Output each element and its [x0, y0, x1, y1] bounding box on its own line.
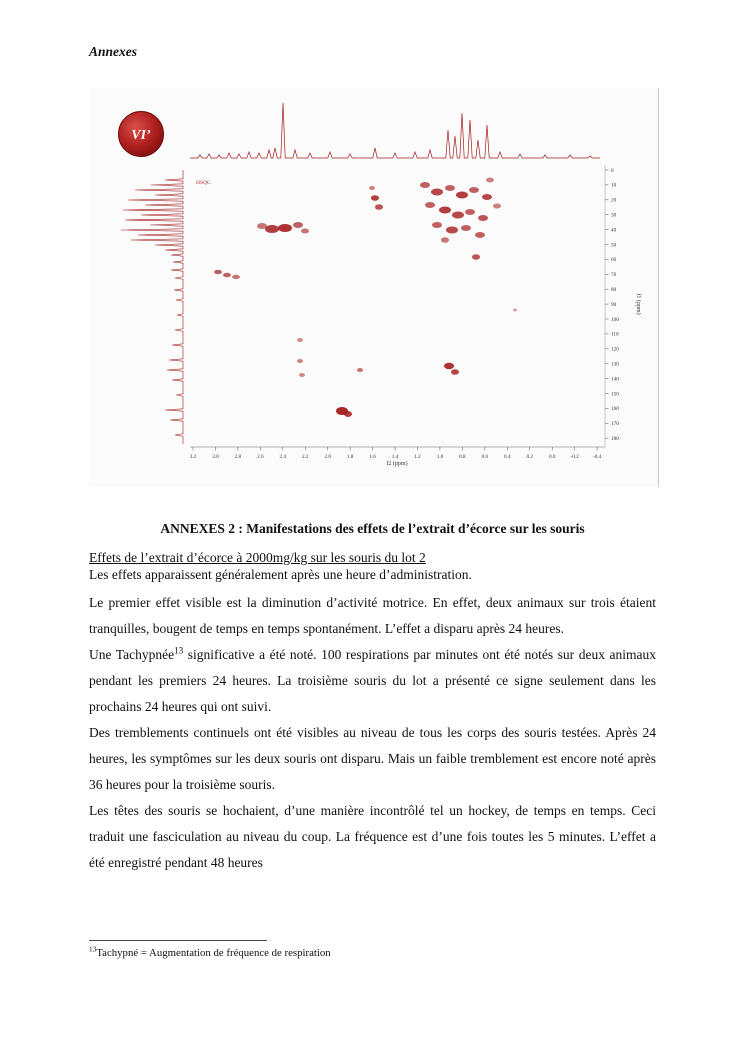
svg-text:110: 110	[611, 331, 619, 338]
body-paragraph: Le premier effet visible est la diminution d’activité motrice. En effet, deux animaux sur trois étaient tranquilles, bougent de temps en temps spontanément. L’effet a disparu après 24 heures.	[89, 595, 656, 636]
svg-text:0: 0	[611, 167, 614, 174]
correlation-peak	[482, 194, 492, 200]
svg-text:140: 140	[611, 376, 619, 383]
correlation-peak	[465, 209, 475, 215]
correlation-peak	[344, 411, 352, 417]
correlation-peak	[299, 373, 305, 377]
badge-label: VI’	[131, 128, 151, 143]
svg-text:-0.2: -0.2	[570, 454, 579, 460]
body-paragraph: Des tremblements continuels ont été visibles au niveau de tous les corps des souris testées. Après 24 heures, les symptômes sur les deux souris ont disparu. Mais un faible tremblement est encore noté après 36 heures pour la troisième souris.	[89, 725, 656, 792]
svg-text:1.6: 1.6	[369, 454, 376, 460]
body-paragraph	[89, 642, 656, 720]
svg-text:60: 60	[611, 257, 617, 264]
correlation-peak	[297, 338, 303, 342]
correlation-peak	[439, 207, 451, 214]
svg-text:2.4: 2.4	[279, 454, 287, 460]
svg-text:2.6: 2.6	[257, 454, 264, 460]
svg-text:90: 90	[611, 301, 617, 308]
correlation-peak	[456, 192, 468, 199]
correlation-peak	[371, 195, 379, 201]
correlation-peak	[461, 225, 471, 231]
correlation-peak	[425, 202, 435, 208]
paragraph-text: Une Tachypnée	[89, 647, 175, 662]
svg-text:1.0: 1.0	[436, 454, 444, 460]
correlation-peak	[472, 254, 480, 260]
carbon-1d-trace	[121, 170, 183, 444]
svg-text:70: 70	[611, 272, 617, 279]
correlation-peak	[420, 182, 430, 188]
x-axis-ticks	[190, 447, 602, 460]
correlation-peak	[265, 225, 279, 233]
svg-text:0.0: 0.0	[548, 454, 556, 460]
correlation-peak	[445, 185, 455, 191]
svg-text:100: 100	[611, 316, 619, 323]
correlation-peak	[493, 204, 501, 209]
footnote-separator	[89, 940, 267, 941]
svg-text:30: 30	[611, 212, 617, 219]
experiment-label: HSQC	[196, 180, 211, 186]
footnote-body: Tachypné = Augmentation de fréquence de respiration	[96, 947, 331, 959]
nmr-spectrum-svg	[89, 88, 658, 487]
correlation-peak	[469, 187, 479, 193]
correlation-peak	[444, 363, 454, 369]
svg-text:10: 10	[611, 182, 617, 189]
svg-text:130: 130	[611, 361, 619, 368]
correlation-peak	[357, 368, 363, 372]
svg-text:2.8: 2.8	[234, 454, 242, 460]
svg-text:50: 50	[611, 242, 617, 249]
correlation-peak	[375, 204, 383, 210]
page-header: Annexes	[89, 44, 138, 59]
correlation-peak	[446, 227, 458, 234]
svg-text:150: 150	[611, 391, 619, 398]
proton-1d-trace	[190, 103, 600, 158]
correlation-peak	[486, 178, 494, 183]
correlation-peak	[232, 275, 240, 279]
footnote-ref: 13	[174, 645, 184, 656]
y-axis-label: f1 (ppm)	[635, 293, 641, 315]
svg-text:20: 20	[611, 197, 617, 204]
svg-text:0.6: 0.6	[481, 454, 489, 460]
paragraph-text: significative a été noté. 100 respirations par minutes ont été notés sur deux animaux pendant les premiers 24 heures. La troisième souris du lot a présenté ce signe seulement dans les prochains 24 heures qui ont suivi.	[89, 647, 656, 714]
correlation-peak	[301, 229, 309, 234]
correlation-peak	[432, 222, 442, 228]
svg-text:120: 120	[611, 346, 619, 353]
body-text	[89, 549, 656, 876]
correlation-peak	[223, 273, 231, 277]
svg-text:80: 80	[611, 287, 617, 293]
svg-text:3.2: 3.2	[189, 454, 197, 460]
correlation-peak	[451, 369, 459, 375]
footnote-block	[89, 940, 656, 959]
subsection-heading: Effets de l’extrait d’écorce à 2000mg/kg sur les souris du lot 2	[89, 550, 426, 565]
correlation-peak	[441, 237, 449, 243]
svg-text:170: 170	[611, 421, 619, 428]
correlation-peak	[452, 212, 464, 219]
correlation-peak	[475, 232, 485, 238]
correlation-peak	[297, 359, 303, 363]
svg-text:-0.4: -0.4	[592, 454, 602, 460]
svg-text:0.2: 0.2	[526, 454, 533, 460]
svg-text:2.0: 2.0	[324, 454, 331, 460]
svg-text:0.8: 0.8	[459, 454, 466, 460]
svg-text:40: 40	[611, 227, 617, 234]
correlation-peak	[293, 222, 303, 228]
svg-text:1.8: 1.8	[346, 454, 354, 460]
svg-text:180: 180	[611, 436, 619, 442]
2d-correlation-peaks	[214, 178, 517, 418]
correlation-peak	[214, 270, 222, 274]
body-paragraph: Les têtes des souris se hochaient, d’une manière incontrôlé tel un hockey, de temps en temps. Ceci traduit une fasciculation au niveau du coup. La fréquence est d’une fois toutes les 5 minutes. L’effet a été enregistré pendant 48 heures	[89, 803, 656, 870]
section-title: ANNEXES 2 : Manifestations des effets de l’extrait d’écorce sur les souris	[160, 521, 585, 536]
y-axis-ticks	[605, 168, 619, 442]
svg-text:2.2: 2.2	[302, 454, 309, 460]
correlation-peak	[478, 215, 488, 221]
correlation-peak	[369, 186, 375, 190]
x-axis-label: f2 (ppm)	[386, 461, 408, 467]
correlation-peak	[278, 224, 292, 232]
nmr-spectrum-figure	[89, 88, 659, 487]
svg-text:3.0: 3.0	[212, 454, 219, 460]
svg-text:1.4: 1.4	[391, 454, 399, 460]
footnote-marker: 13	[89, 944, 97, 954]
correlation-peak	[513, 309, 517, 312]
body-paragraph: Les effets apparaissent généralement après une heure d’administration.	[89, 567, 472, 582]
correlation-peak	[431, 189, 443, 196]
svg-text:1.2: 1.2	[414, 454, 421, 460]
svg-text:0.4: 0.4	[504, 454, 511, 460]
footnote-text	[89, 944, 656, 959]
svg-text:160: 160	[611, 406, 619, 413]
